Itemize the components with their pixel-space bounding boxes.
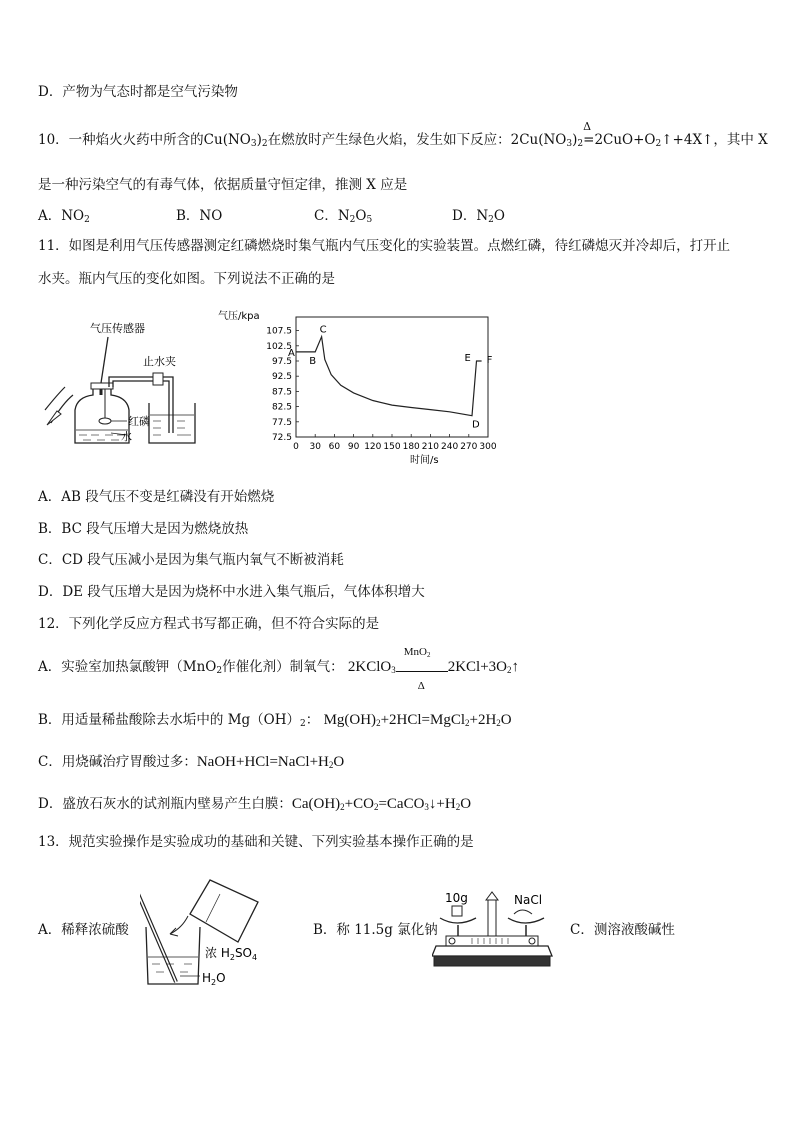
water-label: 水: [121, 430, 132, 443]
q13-stem: 13．规范实验操作是实验成功的基础和关键、下列实验基本操作正确的是: [38, 834, 474, 850]
q13-option-a[interactable]: A．稀释浓硫酸: [38, 922, 129, 938]
y-tick-label: 72.5: [271, 433, 292, 443]
point-label-F: F: [486, 355, 493, 366]
q10-stem: 10．一种焰火火药中所含的$Cu(NO_3)_2$在燃放时产生绿色火焰，发生如下反应：$2Cu(NO_3)_2$ Δ $=2CuO+O_2↑+4X↑$，其中 X: [38, 120, 768, 149]
x-tick-label: 30: [309, 442, 321, 452]
x-tick-label: 150: [383, 442, 401, 452]
x-tick-label: 90: [347, 442, 360, 452]
q12-option-c[interactable]: C．用烧碱治疗胃酸过多：$NaOH+HCl=NaCl+H_2O$: [38, 754, 345, 770]
q12-option-a[interactable]: A．实验室加热氯酸钾（MnO$_2$作催化剂）制氧气： 2KClO$_3$ MnO$_2$ Δ $2KCl+3O_2↑$: [38, 646, 520, 693]
point-label-D: D: [472, 419, 480, 431]
sensor-label: 气压传感器: [90, 322, 145, 335]
x-tick-label: 120: [364, 442, 382, 452]
clamp-label: 止水夹: [143, 355, 176, 368]
acid-label: 浓 $H_2SO_4$: [205, 946, 258, 962]
q10-line2: 是一种污染空气的有毒气体，依据质量守恒定律，推测 X 应是: [38, 177, 408, 193]
x-tick-label: 60: [328, 442, 341, 452]
point-label-B: B: [309, 355, 317, 367]
y-tick-label: 107.5: [266, 326, 292, 337]
q10-option-b[interactable]: B．NO: [176, 208, 223, 224]
x-tick-label: 270: [460, 442, 478, 452]
q11-option-d[interactable]: D．DE 段气压增大是因为烧杯中水进入集气瓶后，气体体积增大: [38, 584, 425, 600]
balance-figure: [432, 880, 557, 975]
x-tick-label: 180: [402, 442, 420, 452]
phosphorus-label: 红磷: [128, 415, 150, 428]
q10-option-c[interactable]: C．$N_2O_5$: [314, 208, 373, 225]
y-tick-label: 82.5: [271, 402, 292, 413]
q13-option-b[interactable]: B．称 11.5g 氯化钠: [313, 922, 438, 938]
nacl-label: NaCl: [514, 893, 543, 907]
x-tick-label: 240: [441, 442, 459, 452]
x-tick-label: 0: [293, 442, 299, 452]
y-axis-label: 气压/kpa: [218, 311, 260, 322]
pressure-chart: [210, 305, 505, 465]
q11-option-b[interactable]: B．BC 段气压增大是因为燃烧放热: [38, 521, 249, 537]
q12-option-b[interactable]: B．用适量稀盐酸除去水垢中的 $Mg(OH)_2$： $Mg(OH)_2+2HCl=MgCl_2+2H_2O$: [38, 712, 512, 729]
q12-option-d[interactable]: D．盛放石灰水的试剂瓶内壁易产生白膜：$Ca(OH)_2+CO_2=CaCO_3↓+H_2O$: [38, 796, 472, 812]
point-label-A: A: [288, 347, 295, 359]
q12-stem: 12．下列化学反应方程式书写都正确，但不符合实际的是: [38, 616, 380, 632]
x-tick-label: 210: [421, 442, 439, 452]
q10-delta: Δ: [583, 120, 592, 133]
q10-option-d[interactable]: D．$N_2O$: [452, 208, 505, 225]
y-tick-label: 92.5: [271, 372, 292, 383]
q11-option-a[interactable]: A．AB 段气压不变是红磷没有开始燃烧: [38, 489, 275, 505]
y-tick-label: 77.5: [271, 417, 292, 428]
x-tick-label: 300: [479, 442, 497, 452]
point-label-C: C: [319, 324, 327, 336]
water-label-13: $H_2O$: [202, 971, 226, 987]
y-tick-label: 87.5: [271, 387, 292, 398]
q13-option-c[interactable]: C．测溶液酸碱性: [570, 922, 675, 938]
q10-option-a[interactable]: A．$NO_2$: [38, 208, 90, 225]
q11-line1: 11．如图是利用气压传感器测定红磷燃烧时集气瓶内气压变化的实验装置。点燃红磷，待红磷熄灭并冷却后，打开止: [38, 238, 731, 254]
pressure-curve: [296, 337, 482, 416]
point-label-E: E: [464, 353, 471, 364]
x-axis-label: 时间/s: [410, 455, 439, 465]
y-tick-label: 102.5: [266, 341, 292, 352]
q11-line2: 水夹。瓶内气压的变化如图。下列说法不正确的是: [38, 271, 335, 287]
dilute-acid-figure: [140, 872, 270, 990]
q9-option-d: D．产物为气态时都是空气污染物: [38, 84, 238, 100]
q11-option-c[interactable]: C．CD 段气压减小是因为集气瓶内氧气不断被消耗: [38, 552, 344, 568]
weight-label: 10g: [445, 891, 468, 905]
y-tick-label: 97.5: [271, 357, 292, 367]
